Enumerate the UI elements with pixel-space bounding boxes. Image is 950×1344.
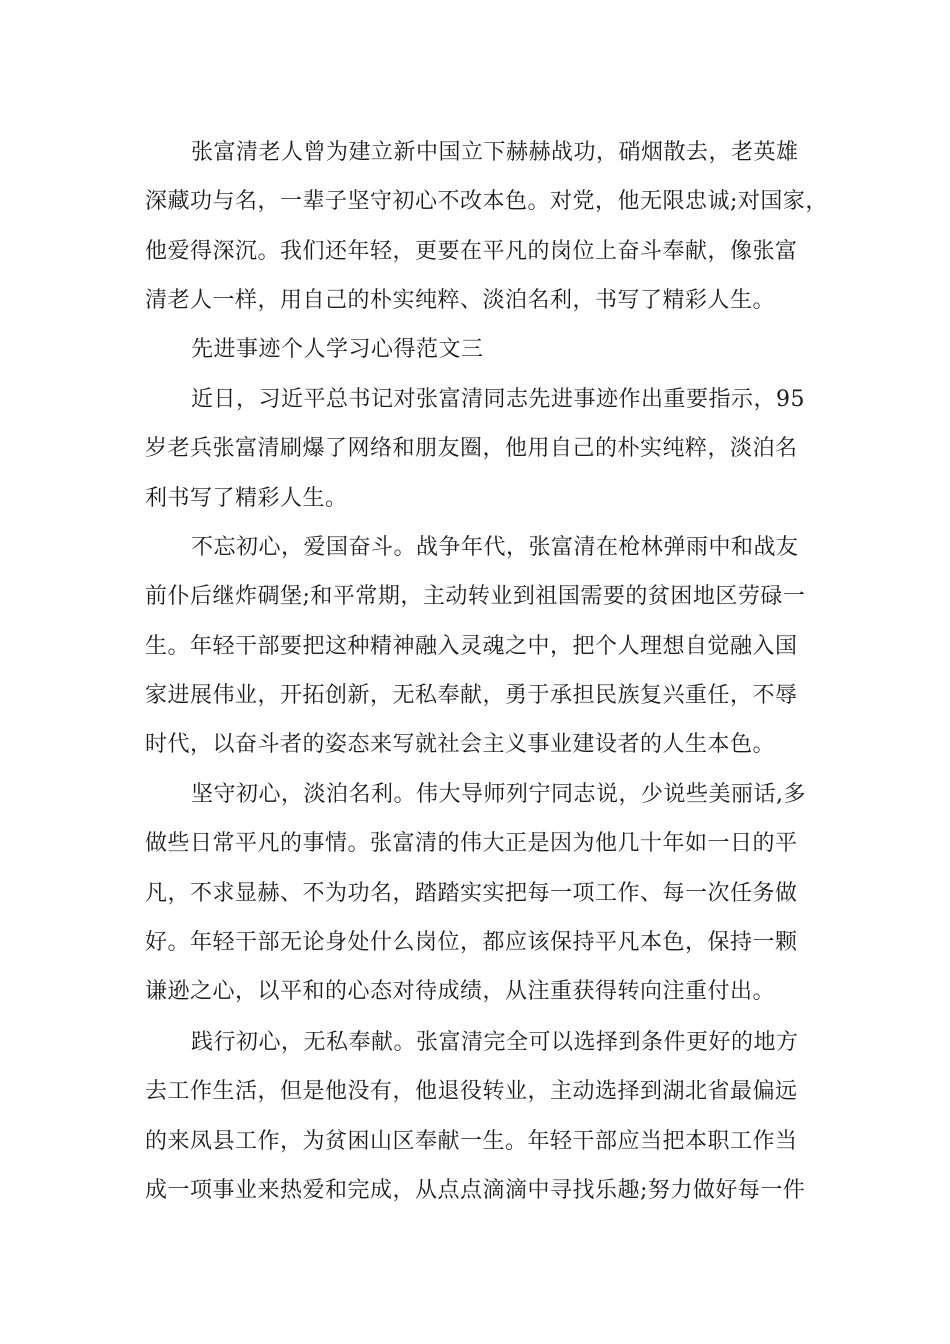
text-line: 凡，不求显赫、不为功名，踏踏实实把每一项工作、每一次任务做: [145, 880, 798, 906]
paragraph-indifferent-to-fame: [145, 770, 805, 1016]
text-line: 去工作生活，但是他没有，他退役转业，主动选择到湖北省最偏远: [145, 1079, 798, 1105]
text-line: 做些日常平凡的事情。张富清的伟大正是因为他几十年如一日的平: [145, 831, 798, 857]
text-line: 利书写了精彩人生。: [145, 485, 348, 511]
text-line: 深藏功与名，一辈子坚守初心不改本色。对党，他无限忠诚;对国家，: [145, 189, 828, 215]
text-line: 前仆后继炸碉堡;和平常期，主动转业到祖国需要的贫困地区劳碌一: [145, 584, 806, 610]
paragraph-selfless-dedication: [145, 1018, 805, 1215]
text-line: 成一项事业来热爱和完成，从点点滴滴中寻找乐趣;努力做好每一件: [145, 1177, 806, 1203]
text-line: 清老人一样，用自己的朴实纯粹、淡泊名利，书写了精彩人生。: [145, 287, 776, 313]
paragraph-intro: [145, 375, 805, 523]
section-heading: [145, 325, 805, 374]
heading-text: 先进事迹个人学习心得范文三: [191, 337, 484, 362]
text-line: 时代，以奋斗者的姿态来写就社会主义事业建设者的人生本色。: [145, 732, 776, 758]
text-line: 岁老兵张富清刷爆了网络和朋友圈，他用自己的朴实纯粹，淡泊名: [145, 436, 798, 462]
text-line: 坚守初心，淡泊名利。伟大导师列宁同志说，少说些美丽话,多: [191, 782, 806, 807]
text-line: 近日，习近平总书记对张富清同志先进事迹作出重要指示，95: [191, 387, 805, 412]
text-line: 的来凤县工作，为贫困山区奉献一生。年轻干部应当把本职工作当: [145, 1128, 798, 1154]
paragraph-patriotic-struggle: [145, 523, 805, 769]
text-line: 谦逊之心，以平和的心态对待成绩，从注重获得转向注重付出。: [145, 979, 776, 1005]
text-line: 张富清老人曾为建立新中国立下赫赫战功，硝烟散去，老英雄: [191, 140, 799, 165]
text-line: 践行初心，无私奉献。张富清完全可以选择到条件更好的地方: [191, 1030, 799, 1055]
paragraph-zhang-fuqing-tribute: [145, 128, 828, 325]
text-line: 不忘初心，爱国奋斗。战争年代，张富清在枪林弹雨中和战友: [191, 535, 799, 560]
text-line: 好。年轻干部无论身处什么岗位，都应该保持平凡本色，保持一颗: [145, 929, 798, 955]
text-line: 生。年轻干部要把这种精神融入灵魂之中，把个人理想自觉融入国: [145, 633, 798, 659]
text-line: 家进展伟业，开拓创新，无私奉献，勇于承担民族复兴重任，不辱: [145, 682, 798, 708]
text-line: 他爱得深沉。我们还年轻，更要在平凡的岗位上奋斗奉献，像张富: [145, 238, 798, 264]
